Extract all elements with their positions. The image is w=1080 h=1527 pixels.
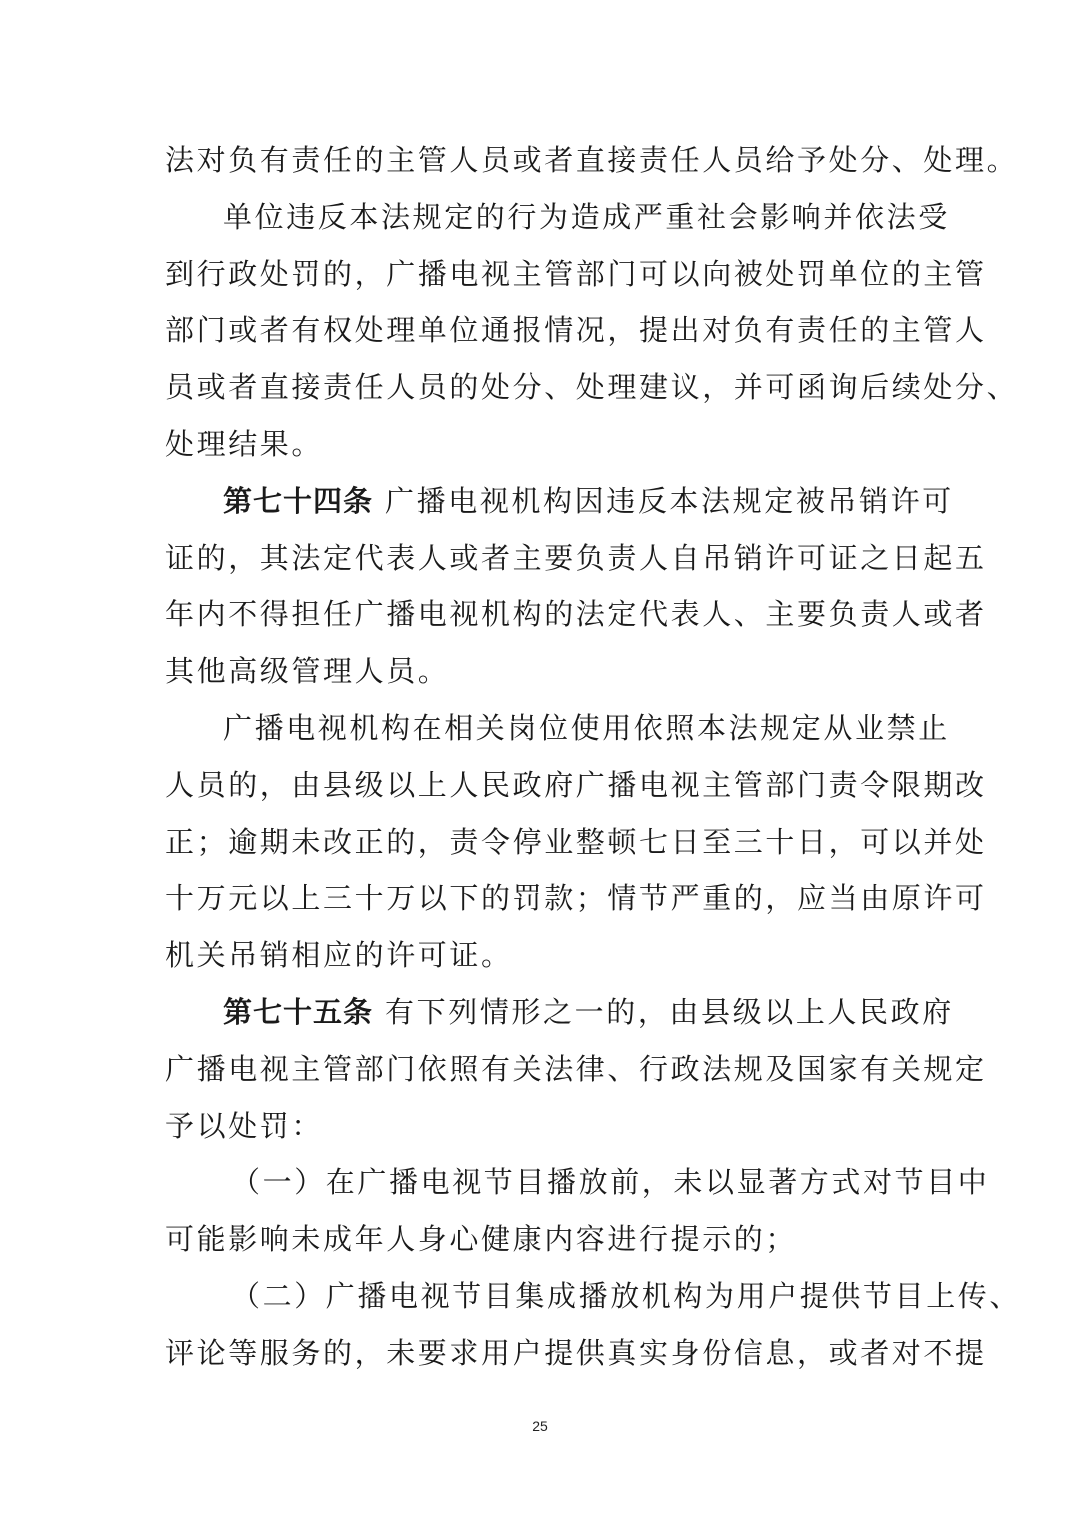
- page-number: 25: [532, 1418, 548, 1434]
- text-line: 证的，其法定代表人或者主要负责人自吊销许可证之日起五: [165, 540, 987, 575]
- article-74-heading-line: [165, 473, 954, 530]
- text-line: 处理结果。: [165, 426, 324, 461]
- article-74-label: 第七十四条: [223, 483, 374, 518]
- text-line: 员或者直接责任人员的处分、处理建议，并可函询后续处分、: [165, 370, 1019, 405]
- text-line: 十万元以上三十万以下的罚款；情节严重的，应当由原许可: [165, 881, 987, 916]
- article-74-text: 广播电视机构因违反本法规定被吊销许可: [385, 483, 954, 518]
- text-line: 予以处罚：: [165, 1108, 324, 1143]
- text-line: 评论等服务的，未要求用户提供真实身份信息，或者对不提: [165, 1335, 987, 1370]
- list-item-1: （一）在广播电视节目播放前，未以显著方式对节目中: [231, 1165, 990, 1200]
- document-body: [165, 132, 1022, 1382]
- paragraph-start: 单位违反本法规定的行为造成严重社会影响并依法受: [223, 199, 950, 234]
- text-line: 法对负有责任的主管人员或者直接责任人员给予处分、处理。: [165, 143, 1019, 177]
- text-line: 可能影响未成年人身心健康内容进行提示的；: [165, 1222, 798, 1257]
- text-line: 广播电视主管部门依照有关法律、行政法规及国家有关规定: [165, 1051, 987, 1086]
- list-item-2: （二）广播电视节目集成播放机构为用户提供节目上传、: [231, 1278, 1022, 1313]
- text-line: 到行政处罚的，广播电视主管部门可以向被处罚单位的主管: [165, 256, 987, 291]
- paragraph-start: 广播电视机构在相关岗位使用依照本法规定从业禁止: [223, 710, 950, 745]
- text-line: 其他高级管理人员。: [165, 654, 450, 689]
- text-line: 部门或者有权处理单位通报情况，提出对负有责任的主管人: [165, 313, 987, 348]
- article-75-heading-line: [165, 984, 954, 1041]
- article-75-text: 有下列情形之一的，由县级以上人民政府: [385, 994, 954, 1029]
- text-line: 正；逾期未改正的，责令停业整顿七日至三十日，可以并处: [165, 824, 987, 859]
- text-line: 年内不得担任广播电视机构的法定代表人、主要负责人或者: [165, 597, 987, 632]
- text-line: 人员的，由县级以上人民政府广播电视主管部门责令限期改: [165, 767, 987, 802]
- text-line: 机关吊销相应的许可证。: [165, 938, 513, 973]
- article-75-label: 第七十五条: [223, 994, 374, 1029]
